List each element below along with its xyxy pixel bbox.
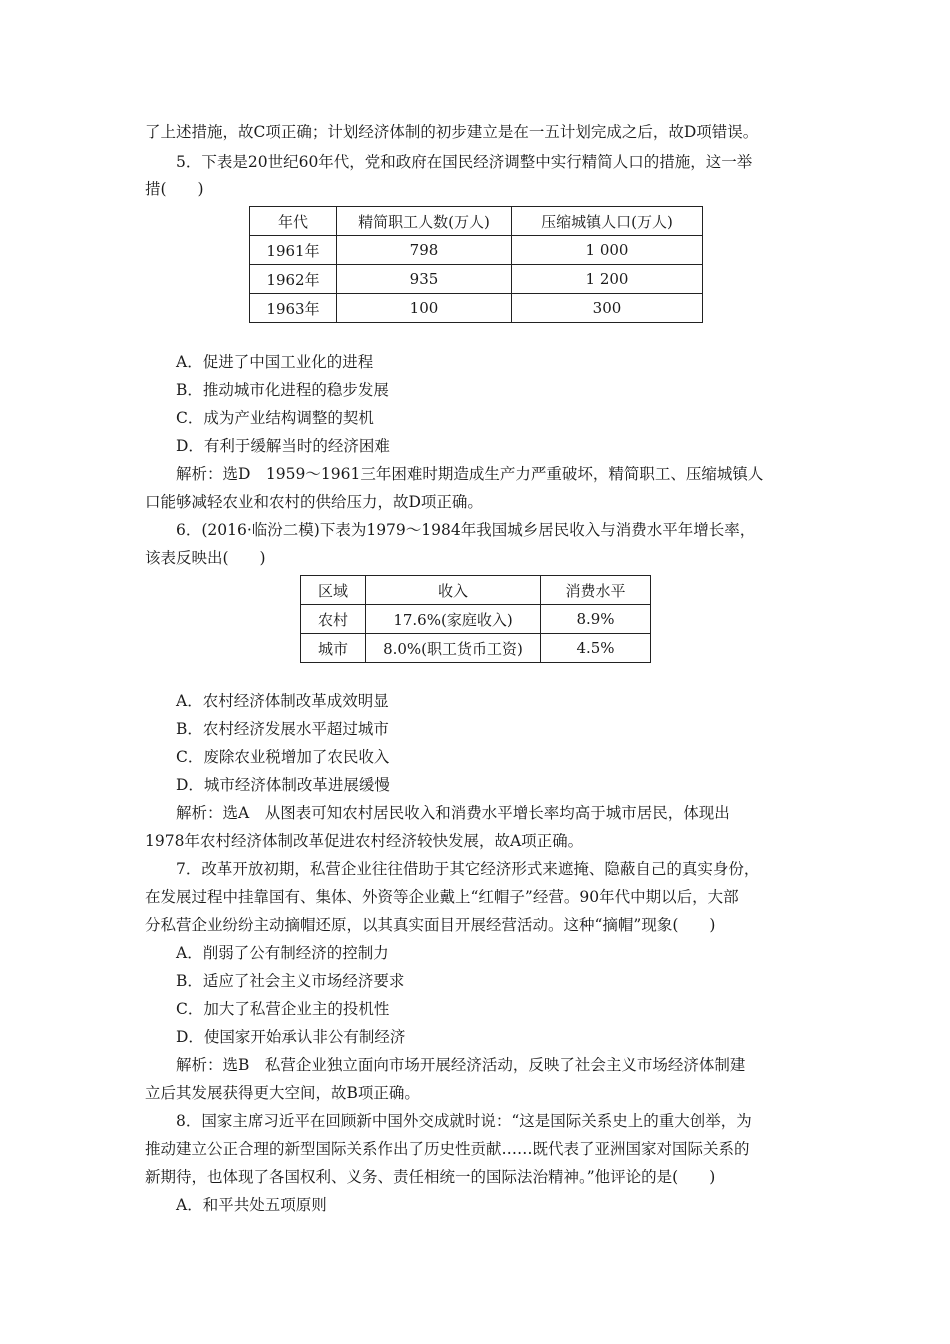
question-6-stem: 6．(2016·临汾二模)下表为1979～1984年我国城乡居民收入与消费水平年增长率， bbox=[176, 521, 756, 539]
text-line: 了上述措施，故C项正确；计划经济体制的初步建立是在一五计划完成之后，故D项错误。 bbox=[145, 123, 759, 141]
answer-explanation: 解析：选D 1959～1961三年困难时期造成生产力严重破坏，精简职工、压缩城镇人 bbox=[176, 465, 764, 483]
table-cell: 1962年 bbox=[250, 265, 337, 294]
table-cell: 城市 bbox=[301, 634, 366, 663]
table-row bbox=[301, 634, 651, 663]
question-8-stem-cont: 新期待，也体现了各国权利、义务、责任相统一的国际法治精神。”他评论的是( ) bbox=[145, 1168, 716, 1186]
table-cell: 8.9% bbox=[541, 605, 651, 634]
option-d: D．使国家开始承认非公有制经济 bbox=[176, 1028, 406, 1046]
option-d: D．城市经济体制改革进展缓慢 bbox=[176, 776, 390, 794]
table-row bbox=[250, 294, 703, 323]
table-header-cell: 收入 bbox=[366, 576, 541, 605]
table-row bbox=[301, 605, 651, 634]
table-cell: 1963年 bbox=[250, 294, 337, 323]
table-header-cell: 消费水平 bbox=[541, 576, 651, 605]
table-row bbox=[250, 236, 703, 265]
question-6-stem-cont: 该表反映出( ) bbox=[145, 549, 266, 567]
table-cell: 798 bbox=[337, 236, 512, 265]
answer-explanation: 解析：选A 从图表可知农村居民收入和消费水平增长率均高于城市居民，体现出 bbox=[176, 804, 730, 822]
question-8-stem-cont: 推动建立公正合理的新型国际关系作出了历史性贡献……既代表了亚洲国家对国际关系的 bbox=[145, 1140, 750, 1158]
option-c: C．成为产业结构调整的契机 bbox=[176, 409, 374, 427]
question-7-stem: 7．改革开放初期，私营企业往往借助于其它经济形式来遮掩、隐蔽自己的真实身份， bbox=[176, 860, 760, 878]
option-d: D．有利于缓解当时的经济困难 bbox=[176, 437, 390, 455]
question-7-stem-cont: 分私营企业纷纷主动摘帽还原，以其真实面目开展经营活动。这种“摘帽”现象( ) bbox=[145, 916, 716, 934]
table-header-cell: 年代 bbox=[250, 207, 337, 236]
question-5-stem-cont: 措( ) bbox=[145, 180, 204, 198]
table-cell: 1 200 bbox=[512, 265, 703, 294]
option-c: C．废除农业税增加了农民收入 bbox=[176, 748, 390, 766]
answer-explanation-cont: 立后其发展获得更大空间，故B项正确。 bbox=[145, 1084, 420, 1102]
option-a: A．促进了中国工业化的进程 bbox=[176, 353, 374, 371]
table-cell: 8.0%(职工货币工资) bbox=[366, 634, 541, 663]
table-header-row bbox=[250, 207, 703, 236]
option-b: B．推动城市化进程的稳步发展 bbox=[176, 381, 389, 399]
table-cell: 1961年 bbox=[250, 236, 337, 265]
table-header-cell: 区域 bbox=[301, 576, 366, 605]
option-a: A．农村经济体制改革成效明显 bbox=[176, 692, 389, 710]
answer-explanation-cont: 1978年农村经济体制改革促进农村经济较快发展，故A项正确。 bbox=[145, 832, 584, 850]
table-cell: 4.5% bbox=[541, 634, 651, 663]
table-header-row bbox=[301, 576, 651, 605]
table-cell: 935 bbox=[337, 265, 512, 294]
question-8-stem: 8．国家主席习近平在回顾新中国外交成就时说：“这是国际关系史上的重大创举，为 bbox=[176, 1112, 752, 1130]
table-cell: 300 bbox=[512, 294, 703, 323]
table-cell: 农村 bbox=[301, 605, 366, 634]
table-header-cell: 精简职工人数(万人) bbox=[337, 207, 512, 236]
table-cell: 1 000 bbox=[512, 236, 703, 265]
question-7-stem-cont: 在发展过程中挂靠国有、集体、外资等企业戴上“红帽子”经营。90年代中期以后，大部 bbox=[145, 888, 739, 906]
table-q6 bbox=[300, 575, 651, 663]
table-cell: 17.6%(家庭收入) bbox=[366, 605, 541, 634]
option-a: A．和平共处五项原则 bbox=[176, 1196, 327, 1214]
answer-explanation: 解析：选B 私营企业独立面向市场开展经济活动，反映了社会主义市场经济体制建 bbox=[176, 1056, 746, 1074]
option-a: A．削弱了公有制经济的控制力 bbox=[176, 944, 389, 962]
option-b: B．适应了社会主义市场经济要求 bbox=[176, 972, 405, 990]
option-c: C．加大了私营企业主的投机性 bbox=[176, 1000, 390, 1018]
table-row bbox=[250, 265, 703, 294]
option-b: B．农村经济发展水平超过城市 bbox=[176, 720, 389, 738]
question-5-stem: 5．下表是20世纪60年代，党和政府在国民经济调整中实行精简人口的措施，这一举 bbox=[176, 153, 753, 171]
answer-explanation-cont: 口能够减轻农业和农村的供给压力，故D项正确。 bbox=[145, 493, 483, 511]
table-header-cell: 压缩城镇人口(万人) bbox=[512, 207, 703, 236]
table-cell: 100 bbox=[337, 294, 512, 323]
table-q5 bbox=[249, 206, 703, 323]
